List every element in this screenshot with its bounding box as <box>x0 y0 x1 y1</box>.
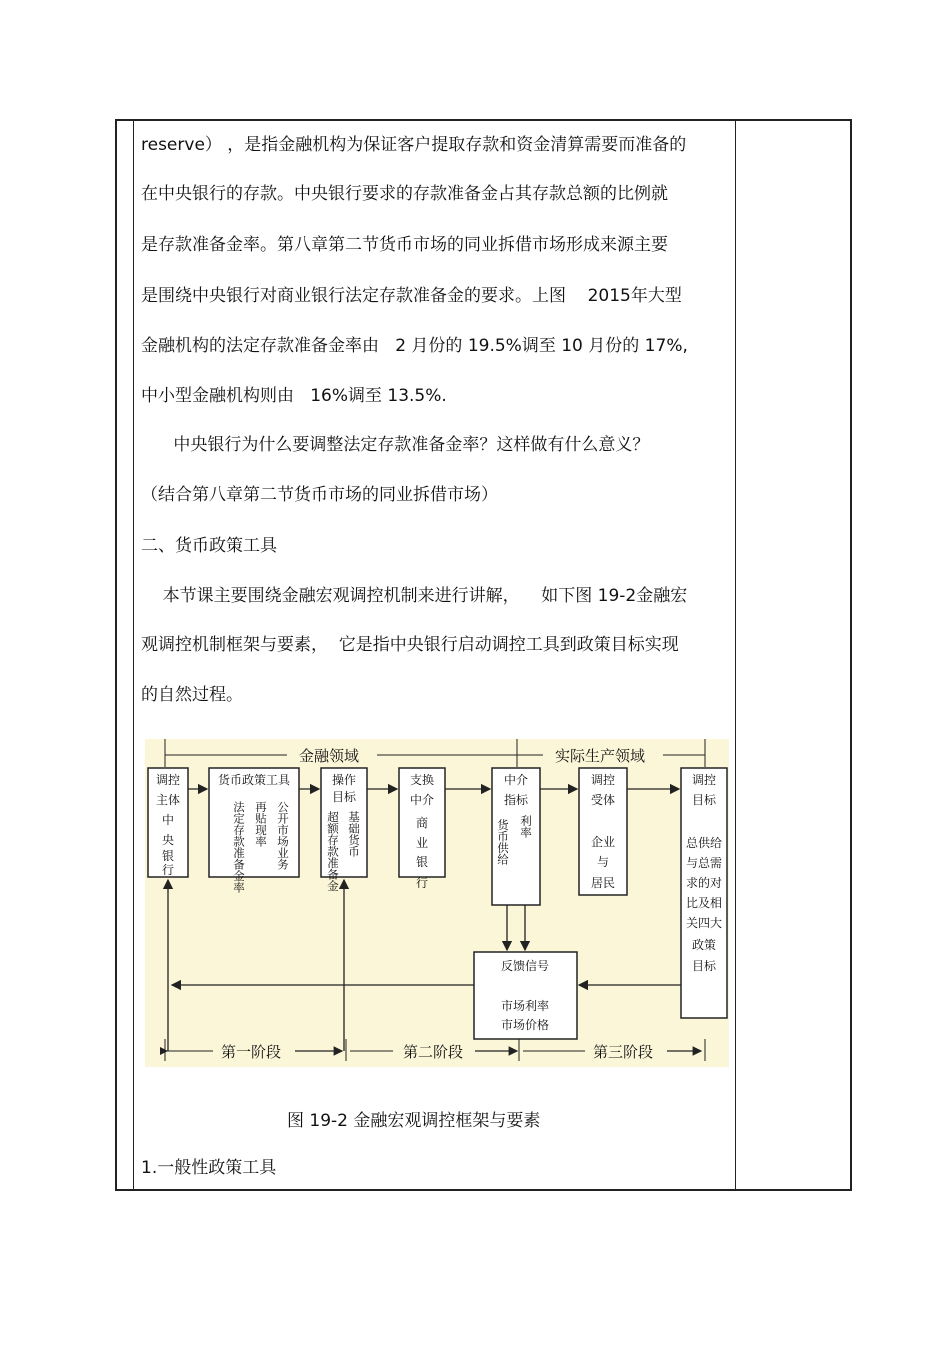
box-label: 业 <box>415 836 429 850</box>
domain-label-finance: 金融领域 <box>299 747 360 765</box>
box-label: 求的对 <box>685 876 723 890</box>
box-label: 比及相 <box>685 896 723 910</box>
box-label: 支换 <box>409 773 435 787</box>
box-vertical-label: 超额存款准备金 <box>326 811 340 892</box>
feedback-label: 市场利率 <box>500 999 550 1013</box>
body-paragraph-line: reserve） ，是指金融机构为保证客户提取存款和资金清算需要而准备的 <box>141 135 687 155</box>
section-heading: 二、货币政策工具 <box>141 536 277 556</box>
box-title: 中介 <box>503 773 529 787</box>
box-label: 与 <box>596 855 610 869</box>
box-label: 调控 <box>590 773 616 787</box>
box-label: 受体 <box>590 793 616 807</box>
box-title: 指标 <box>503 793 529 807</box>
box-label: 调控 <box>691 773 717 787</box>
body-paragraph-line: 中小型金融机构则由 16%调至 13.5%. <box>141 386 447 406</box>
stage-label-2: 第二阶段 <box>403 1043 464 1061</box>
box-label: 银 <box>415 855 429 869</box>
box-vertical-label: 再贴现率 <box>254 801 268 847</box>
box-label: 央 <box>161 833 175 847</box>
domain-label-production: 实际生产领域 <box>555 747 646 765</box>
body-paragraph-line: 是围绕中央银行对商业银行法定存款准备金的要求。上图 2015年大型 <box>141 286 682 306</box>
body-paragraph-line: 观调控机制框架与要素， 它是指中央银行启动调控工具到政策目标实现 <box>141 635 679 655</box>
feedback-label: 市场价格 <box>500 1018 550 1032</box>
stage-label-1: 第一阶段 <box>221 1043 282 1061</box>
box-vertical-label: 基础货币 <box>347 811 361 857</box>
table-left-column-divider <box>133 119 134 1191</box>
box-label: 关四大 <box>685 916 723 930</box>
box-label: 主体 <box>155 793 181 807</box>
box-label: 政策 <box>691 938 717 952</box>
box-vertical-label: 利率 <box>519 815 533 838</box>
box-label: 居民 <box>590 876 616 890</box>
body-paragraph-line: 的自然过程。 <box>141 685 243 705</box>
subsection-heading: 1.一般性政策工具 <box>141 1158 277 1178</box>
box-vertical-label: 货币供给 <box>496 819 510 865</box>
macro-control-diagram <box>145 739 729 1067</box>
box-label: 银 <box>161 849 175 863</box>
box-title: 货币政策工具 <box>217 773 291 787</box>
body-paragraph-line: 在中央银行的存款。中央银行要求的存款准备金占其存款总额的比例就 <box>141 184 668 204</box>
body-paragraph-line: 本节课主要围绕金融宏观调控机制来进行讲解， 如下图 19-2金融宏 <box>141 586 688 606</box>
box-label: 调控 <box>155 773 181 787</box>
box-vertical-label: 公开市场业务 <box>276 801 290 870</box>
figure-caption: 图 19-2 金融宏观调控框架与要素 <box>287 1111 541 1131</box>
body-paragraph-line: 是存款准备金率。第八章第二节货币市场的同业拆借市场形成来源主要 <box>141 235 668 255</box>
body-paragraph-line: 金融机构的法定存款准备金率由 2 月份的 19.5%调至 10 月份的 17%, <box>141 336 688 356</box>
box-label: 行 <box>415 876 429 890</box>
box-label: 行 <box>161 863 175 877</box>
box-label: 企业 <box>590 835 616 849</box>
box-label: 中介 <box>409 793 435 807</box>
stage-label-3: 第三阶段 <box>593 1043 654 1061</box>
question-note: （结合第八章第二节货币市场的同业拆借市场） <box>141 485 498 505</box>
table-right-column-divider <box>735 119 736 1191</box>
box-label: 总供给 <box>685 836 723 850</box>
box-label: 商 <box>415 816 429 830</box>
box-vertical-label: 法定存款准备金率 <box>232 801 246 893</box>
box-label: 目标 <box>691 793 717 807</box>
box-title: 操作 <box>331 773 357 787</box>
question-line: 中央银行为什么要调整法定存款准备金率？这样做有什么意义？ <box>141 435 650 455</box>
box-label: 目标 <box>691 959 717 973</box>
box-label: 与总需 <box>685 856 723 870</box>
box-label: 中 <box>161 813 175 827</box>
box-title: 目标 <box>331 790 357 804</box>
feedback-title: 反馈信号 <box>500 959 550 973</box>
